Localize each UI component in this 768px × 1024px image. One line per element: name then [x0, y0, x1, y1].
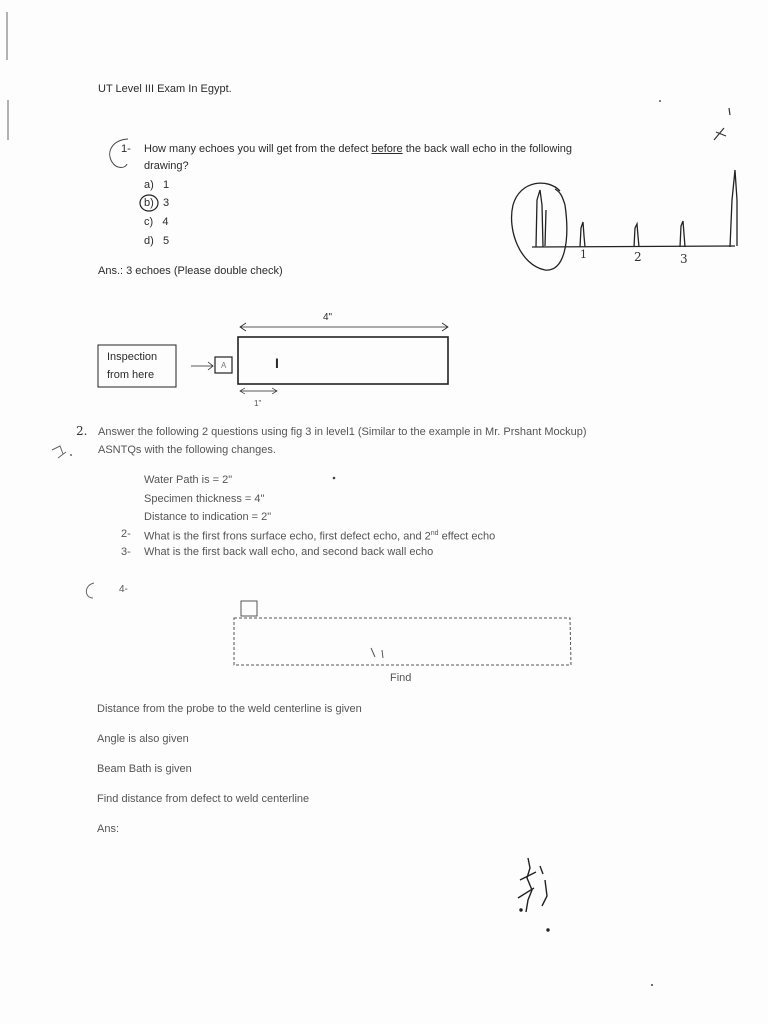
echo-sketch: [512, 170, 737, 270]
subquestion-2-number: 2-: [121, 528, 131, 540]
echo-peak-1: [580, 222, 585, 247]
q4-line-3: Beam Bath is given: [97, 763, 192, 775]
hand-dot-q2b: [333, 477, 336, 480]
given-distance-to-indication: Distance to indication = 2": [144, 511, 272, 523]
echo-circle: [512, 183, 567, 270]
given-specimen-thickness: Specimen thickness = 4": [144, 493, 265, 505]
figure-4: [234, 601, 571, 665]
hand-circle-q1: [110, 139, 128, 168]
hand-dot: [659, 100, 661, 102]
page-title: UT Level III Exam In Egypt.: [98, 83, 232, 95]
handwritten-signature: [518, 858, 549, 931]
subquestion-3-number: 3-: [121, 546, 131, 558]
question-1-text-line2: drawing?: [144, 160, 189, 172]
question-2-intro-line2: ASNTQs with the following changes.: [98, 444, 276, 456]
hand-dot-bottom: [651, 984, 653, 986]
figure-4-caption: Find: [390, 672, 412, 684]
figure-1-dimension-top: 4": [323, 312, 333, 323]
echo-initial-pulse: [536, 190, 546, 247]
q4-line-4: Find distance from defect to weld centerline: [97, 793, 310, 805]
hand-dot-q2: [70, 454, 72, 456]
question-2-intro: Answer the following 2 questions using fig 3 in level1 (Similar to the example in Mr. Prshant Mockup): [98, 426, 587, 438]
option-b-circle: [140, 195, 158, 211]
question-1-answer: Ans.: 3 echoes (Please double check): [98, 265, 283, 277]
question-1-text: How many echoes you will get from the defect before the back wall echo in the following: [144, 143, 573, 155]
figure-1: [98, 323, 448, 394]
option-a: a) 1: [144, 179, 170, 191]
echo-backwall: [730, 170, 737, 247]
figure-4-block: [234, 618, 571, 665]
echo-label-3: 3: [680, 252, 688, 266]
figure-1-dimension-bottom: 1": [254, 399, 262, 408]
probe-box: [215, 357, 232, 373]
q4-line-1: Distance from the probe to the weld centerline is given: [97, 703, 362, 715]
figure-4-weld-mark: [371, 648, 383, 658]
defect-mark: I: [275, 355, 279, 371]
probe-label: A: [221, 361, 227, 370]
q4-line-2: Angle is also given: [97, 733, 189, 745]
hand-mark-q2: [52, 446, 66, 458]
given-water-path: Water Path is = 2": [144, 474, 233, 486]
hand-mark-top-right: [714, 108, 730, 140]
option-c: c) 4: [144, 216, 169, 228]
inspection-box-label: Inspection from here: [107, 351, 158, 381]
test-block: [238, 337, 448, 384]
echo-label-2: 2: [634, 250, 642, 264]
inspection-box: [98, 345, 176, 387]
echo-peak-3: [680, 221, 685, 247]
echo-peak-2: [634, 224, 639, 247]
question-2-number: 2.: [76, 424, 88, 438]
question-4-number: 4-: [119, 584, 128, 595]
option-b: b) 3: [144, 197, 170, 209]
subquestion-2: What is the first frons surface echo, first defect echo, and 2nd effect echo: [144, 530, 496, 543]
echo-label-1: 1: [580, 248, 587, 261]
subquestion-3: What is the first back wall echo, and second back wall echo: [144, 546, 434, 558]
figure-4-probe: [241, 601, 257, 616]
hand-circle-q4: [86, 583, 94, 598]
q4-answer: Ans:: [97, 823, 120, 835]
question-1-number: 1-: [121, 143, 131, 155]
option-d: d) 5: [144, 235, 170, 247]
